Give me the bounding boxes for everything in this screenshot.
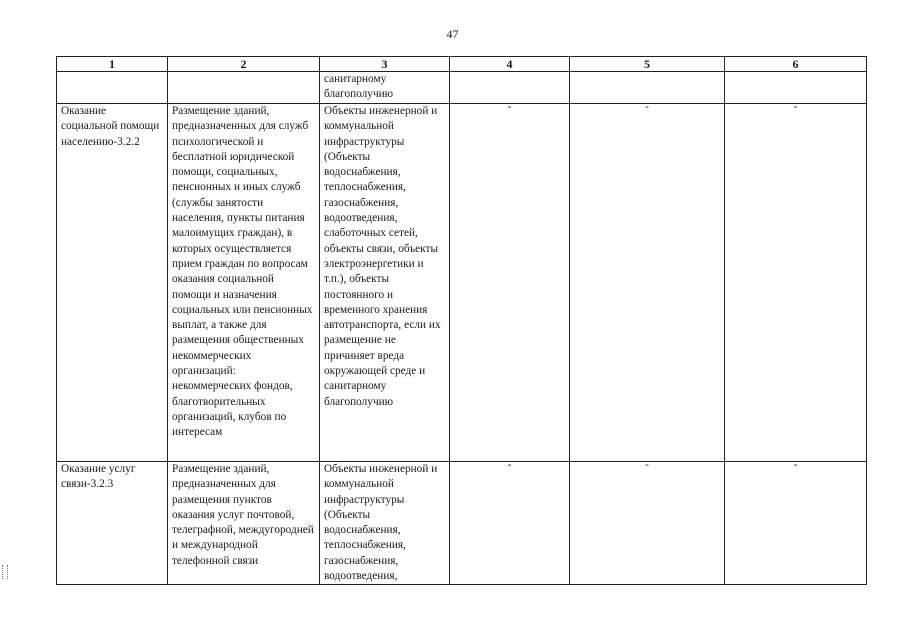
cell-activity: Оказание услуг связи-3.2.3 (57, 462, 168, 585)
cell-auxiliary-uses: Объекты инженерной и коммунальной инфраструктуры (Объекты водоснабжения, теплоснабжения, газоснабжения, водоотведения, слаботочных сетей, объекты связи, объекты электроэнергетики и т.п.), объекты постоянного и временного хранения автотранспорта, если их размещение не причиняет вреда окружающей среде и санитарному благополучию (320, 104, 450, 462)
cell-description: Размещение зданий, предназначенных для служб психологической и бесплатной юридической помощи, социальных, пенсионных и иных служб (службы занятости населения, пункты питания малоимущих граждан), в которых осуществляется прием граждан по вопросам оказания социальной помощи и назначения социальных или пенсионных выплат, а также для размещения общественных некоммерческих организаций: некоммерческих фондов, благотворительных организаций, клубов по интересам (168, 104, 320, 462)
cell-activity: Оказание социальной помощи населению-3.2.2 (57, 104, 168, 462)
dash-mark: - (645, 461, 649, 471)
header-col-4: 4 (450, 57, 570, 72)
dash-mark: - (793, 103, 798, 113)
header-col-2: 2 (168, 57, 320, 72)
cell-col5 (570, 72, 725, 104)
cell-auxiliary-uses: Объекты инженерной и коммунальной инфраструктуры (Объекты водоснабжения, теплоснабжения, газоснабжения, водоотведения, (320, 462, 450, 585)
scan-margin-mark (2, 565, 8, 579)
cell-col5 (570, 104, 725, 462)
header-col-3: 3 (320, 57, 450, 72)
table-header-row (57, 57, 867, 72)
table-row (57, 462, 867, 585)
dash-mark: - (645, 103, 649, 113)
cell-auxiliary-uses: санитарному благополучию (320, 72, 450, 104)
page-number: 47 (446, 27, 459, 41)
table-row (57, 72, 867, 104)
dash-mark: - (793, 461, 798, 471)
cell-col6 (725, 104, 867, 462)
cell-activity (57, 72, 168, 104)
dash-mark: - (507, 103, 512, 113)
land-use-table (56, 56, 867, 585)
cell-description (168, 72, 320, 104)
cell-col4 (450, 104, 570, 462)
dash-mark: - (507, 461, 512, 471)
header-col-1: 1 (57, 57, 168, 72)
cell-col6 (725, 462, 867, 585)
cell-col4 (450, 462, 570, 585)
cell-col6 (725, 72, 867, 104)
cell-col4 (450, 72, 570, 104)
cell-description: Размещение зданий, предназначенных для размещения пунктов оказания услуг почтовой, телеграфной, междугородней и международной телефонной связи (168, 462, 320, 585)
header-col-5: 5 (570, 57, 725, 72)
header-col-6: 6 (725, 57, 867, 72)
cell-col5 (570, 462, 725, 585)
table-row (57, 104, 867, 462)
